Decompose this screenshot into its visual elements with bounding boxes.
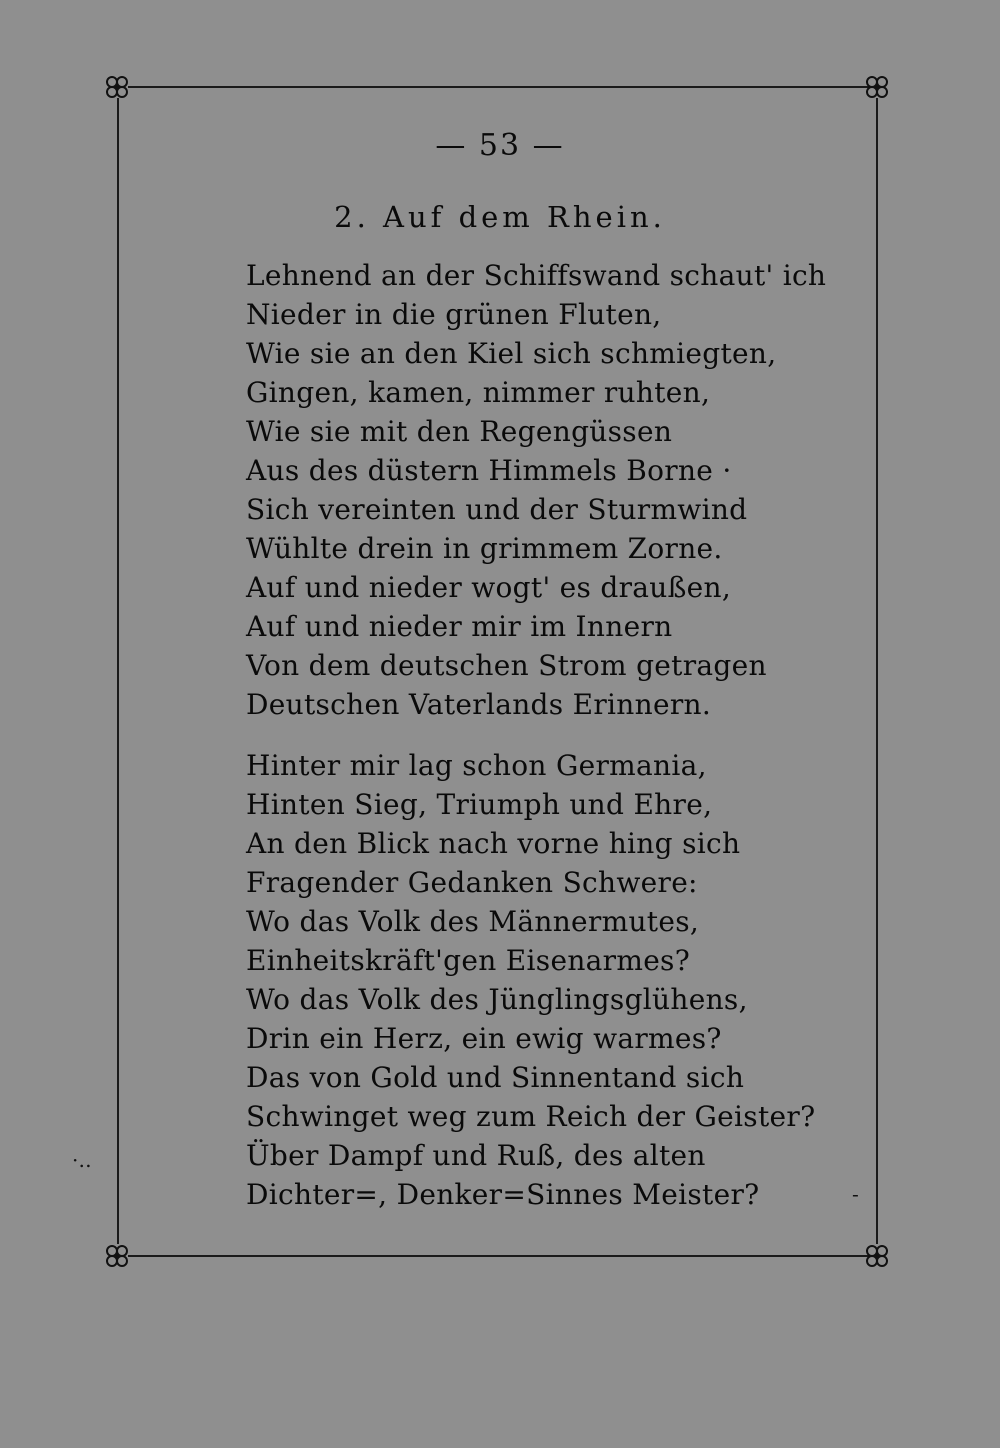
poem-line: Von dem deutschen Strom getragen — [246, 649, 767, 682]
margin-speck: ·‥ — [72, 1148, 92, 1172]
poem-line: Hinten Sieg, Triumph und Ehre, — [246, 788, 713, 821]
border-rule-bottom — [128, 1255, 870, 1257]
poem-line: Einheitskräft'gen Eisenarmes? — [246, 944, 691, 977]
poem-line: Sich vereinten und der Sturmwind — [246, 493, 748, 526]
poem-line: An den Blick nach vorne hing sich — [246, 827, 741, 860]
poem-line: Auf und nieder wogt' es draußen, — [246, 571, 732, 604]
corner-ornament-icon — [104, 74, 130, 100]
poem-line: Nieder in die grünen Fluten, — [246, 298, 662, 331]
poem-line: Fragender Gedanken Schwere: — [246, 866, 698, 899]
stanza-1 — [246, 256, 827, 724]
poem-line: Deutschen Vaterlands Erinnern. — [246, 688, 712, 721]
poem-line: Über Dampf und Ruß, des alten — [246, 1139, 706, 1172]
poem-line: Drin ein Herz, ein ewig warmes? — [246, 1022, 722, 1055]
margin-speck: - — [852, 1182, 859, 1206]
poem-line: Schwinget weg zum Reich der Geister? — [246, 1100, 816, 1133]
border-rule-top — [128, 86, 870, 88]
corner-ornament-icon — [864, 1243, 890, 1269]
poem-line: Aus des düstern Himmels Borne · — [246, 454, 732, 487]
corner-ornament-icon — [104, 1243, 130, 1269]
poem-line: Hinter mir lag schon Germania, — [246, 749, 707, 782]
poem-line: Wie sie an den Kiel sich schmiegten, — [246, 337, 777, 370]
poem-title: 2. Auf dem Rhein. — [334, 200, 666, 234]
corner-ornament-icon — [864, 74, 890, 100]
poem-line: Dichter=, Denker=Sinnes Meister? — [246, 1178, 760, 1211]
page-number: — 53 — — [435, 128, 565, 163]
poem-line: Wo das Volk des Jünglingsglühens, — [246, 983, 748, 1016]
poem-line: Gingen, kamen, nimmer ruhten, — [246, 376, 711, 409]
border-rule-left — [117, 98, 119, 1244]
poem-line: Wo das Volk des Männermutes, — [246, 905, 700, 938]
border-rule-right — [876, 98, 878, 1244]
poem-line: Auf und nieder mir im Innern — [246, 610, 673, 643]
poem-line: Das von Gold und Sinnentand sich — [246, 1061, 745, 1094]
poem-line: Lehnend an der Schiffswand schaut' ich — [246, 259, 827, 292]
stanza-2 — [246, 746, 816, 1214]
poem-line: Wühlte drein in grimmem Zorne. — [246, 532, 723, 565]
poem-line: Wie sie mit den Regengüssen — [246, 415, 673, 448]
